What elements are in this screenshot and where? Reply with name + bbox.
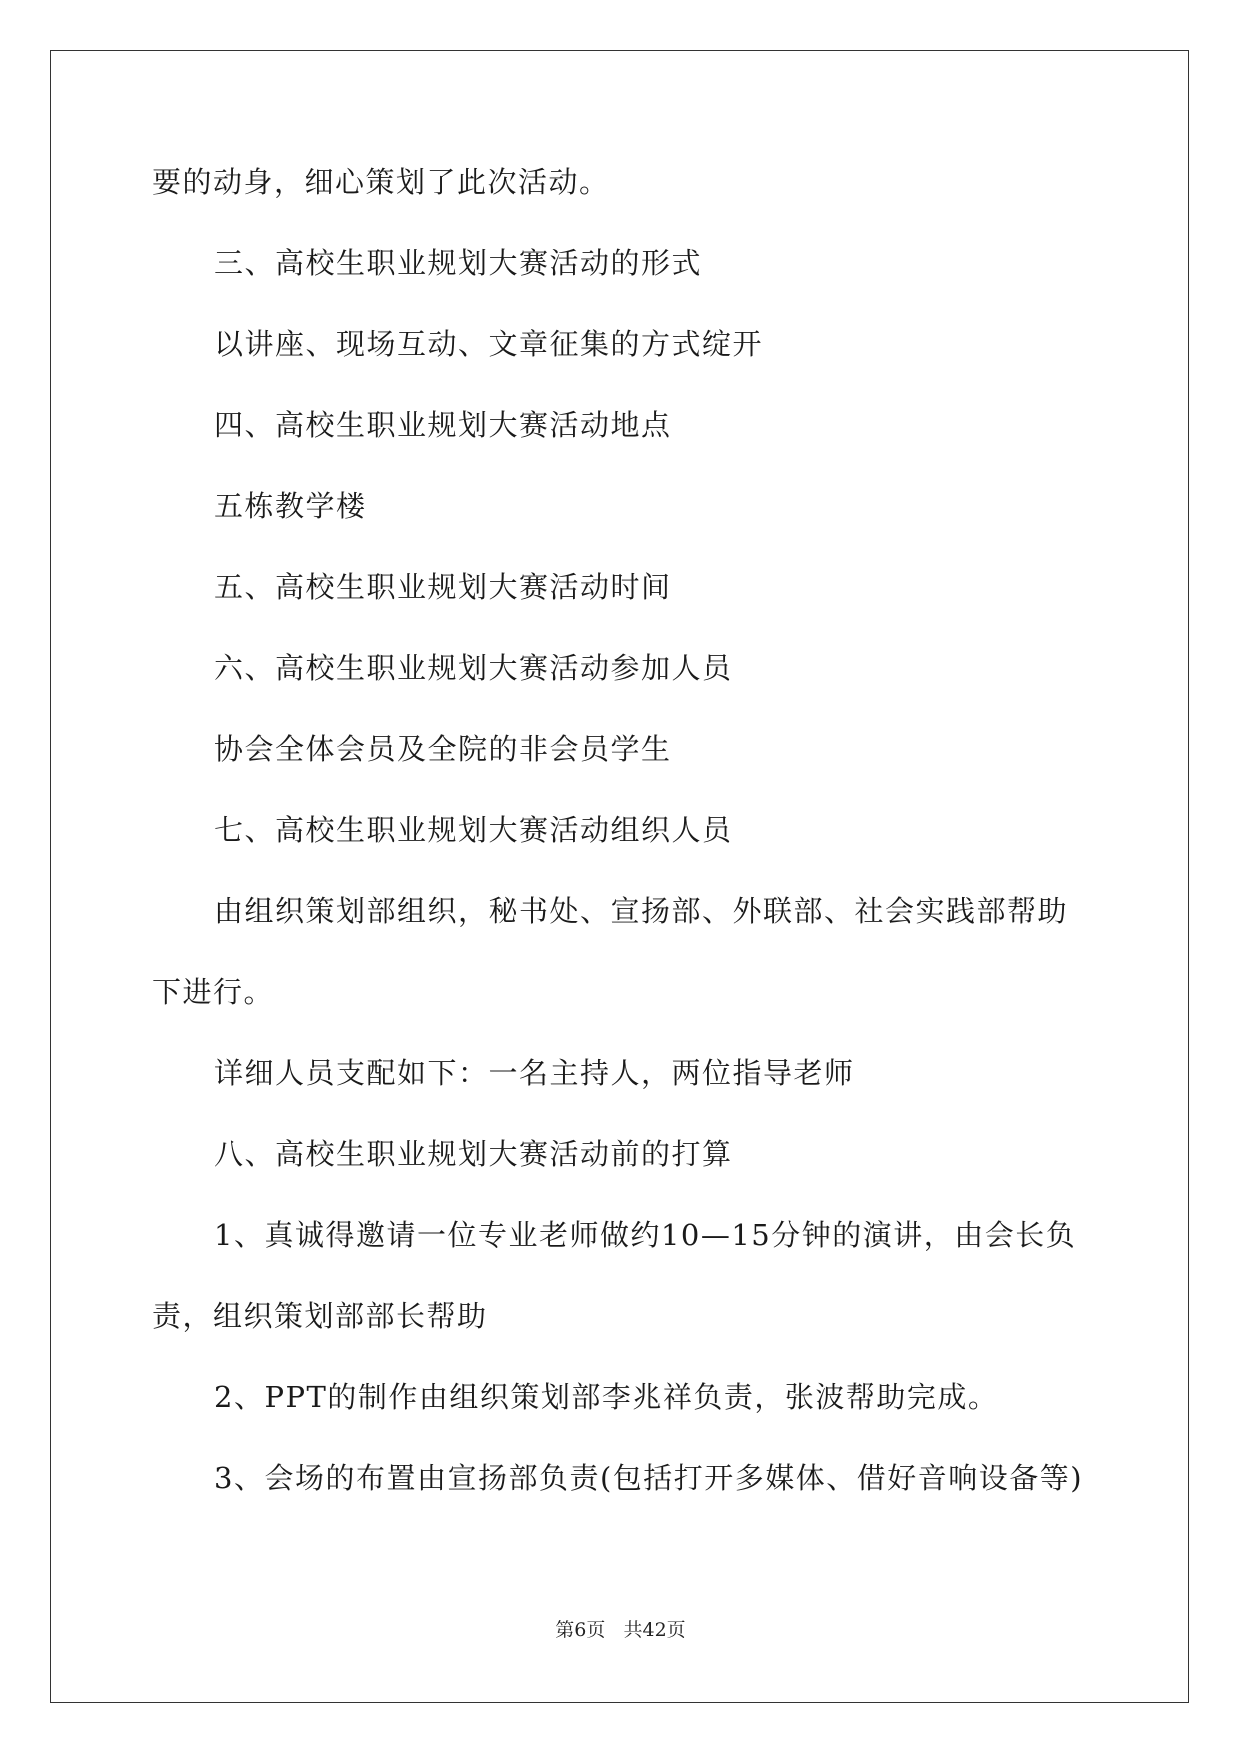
list-item: 3、会场的布置由宣扬部负责(包括打开多媒体、借好音响设备等) xyxy=(214,1461,1084,1495)
section-heading: 八、高校生职业规划大赛活动前的打算 xyxy=(214,1137,733,1171)
page-footer xyxy=(0,1618,1241,1642)
paragraph-line: 由组织策划部组织，秘书处、宣扬部、外联部、社会实践部帮助 xyxy=(214,894,1069,928)
paragraph-line: 详细人员支配如下：一名主持人，两位指导老师 xyxy=(214,1056,855,1090)
section-heading: 七、高校生职业规划大赛活动组织人员 xyxy=(214,813,733,847)
section-heading: 三、高校生职业规划大赛活动的形式 xyxy=(214,246,703,280)
list-item: 1、真诚得邀请一位专业老师做约10—15分钟的演讲，由会长负 xyxy=(214,1218,1077,1252)
section-heading: 五、高校生职业规划大赛活动时间 xyxy=(214,570,672,604)
paragraph-line: 下进行。 xyxy=(152,975,275,1009)
list-item-continuation: 责，组织策划部部长帮助 xyxy=(152,1299,488,1333)
paragraph-line: 要的动身，细心策划了此次活动。 xyxy=(152,165,610,199)
paragraph-line: 协会全体会员及全院的非会员学生 xyxy=(214,732,672,766)
section-heading: 六、高校生职业规划大赛活动参加人员 xyxy=(214,651,733,685)
page-number-label: 第6页 共42页 xyxy=(555,1619,686,1641)
list-item: 2、PPT的制作由组织策划部李兆祥负责，张波帮助完成。 xyxy=(214,1380,999,1414)
paragraph-line: 以讲座、现场互动、文章征集的方式绽开 xyxy=(214,327,764,361)
section-heading: 四、高校生职业规划大赛活动地点 xyxy=(214,408,672,442)
page-border xyxy=(50,50,1189,1703)
paragraph-line: 五栋教学楼 xyxy=(214,489,367,523)
